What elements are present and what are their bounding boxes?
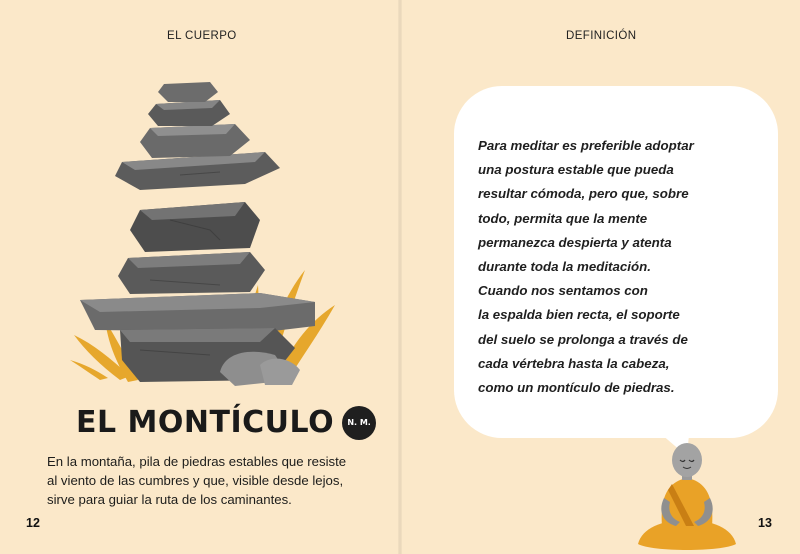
definition-line: al viento de las cumbres y que, visible desde lejos, — [47, 473, 344, 488]
definition-line: sirve para guiar la ruta de los caminantes. — [47, 492, 292, 507]
grammar-badge: N. M. — [342, 406, 376, 440]
meditation-quote — [478, 134, 738, 400]
meditating-monk-illustration — [632, 440, 742, 554]
cairn-stone-pile-illustration — [60, 80, 340, 400]
quote-line: del suelo se prolonga a través de — [478, 331, 688, 347]
right-page — [400, 0, 800, 554]
quote-line: cada vértebra hasta la cabeza, — [478, 355, 670, 371]
quote-line: todo, permita que la mente — [478, 210, 648, 226]
quote-line: la espalda bien recta, el soporte — [478, 307, 680, 323]
page-number-right: 13 — [758, 516, 772, 530]
quote-line: Para meditar es preferible adoptar — [478, 138, 694, 153]
quote-line: permanezca despierta y atenta — [478, 234, 672, 250]
quote-line: resultar cómoda, pero que, sobre — [478, 186, 689, 202]
page-number-left: 12 — [26, 516, 40, 530]
entry-title: EL MONTÍCULO — [76, 405, 335, 440]
quote-line: como un montículo de piedras. — [478, 380, 675, 396]
quote-line: una postura estable que pueda — [478, 162, 674, 178]
left-page-header: EL CUERPO — [167, 30, 237, 42]
right-page-header: DEFINICIÓN — [566, 30, 637, 42]
entry-definition — [47, 452, 377, 509]
quote-line: durante toda la meditación. — [478, 259, 651, 275]
quote-line: Cuando nos sentamos con — [478, 283, 648, 299]
entry-title-row — [76, 405, 376, 440]
definition-line: En la montaña, pila de piedras estables que resiste — [47, 454, 347, 469]
